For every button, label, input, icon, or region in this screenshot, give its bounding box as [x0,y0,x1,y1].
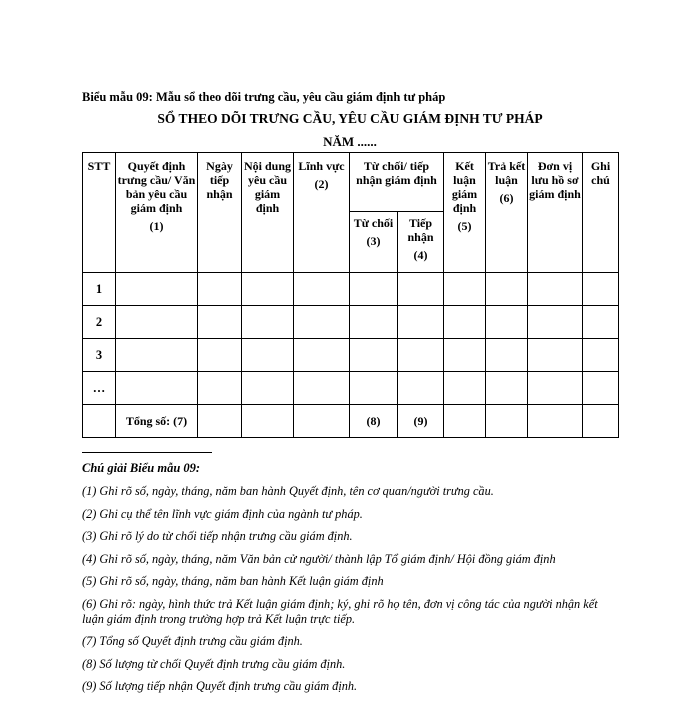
table-row [83,306,619,339]
row-number: 1 [83,273,116,306]
header-decision-number: (1) [149,219,164,233]
form-label: Biểu mẫu 09: Mẫu sổ theo dõi trưng cầu, yêu cầu giám định tư pháp [82,90,446,104]
header-return-conclusion: Trả kết luận (6) [486,153,528,273]
row-number: … [83,372,116,405]
total-label: Tổng số: (7) [116,405,198,438]
header-stt: STT [83,153,116,273]
header-field: Lĩnh vực (2) [294,153,350,273]
header-decision: Quyết định trưng cầu/ Văn bản yêu cầu giám định (1) [116,153,198,273]
header-return-number: (6) [499,191,514,205]
header-refuse-number: (3) [366,234,381,248]
note-item: (9) Số lượng tiếp nhận Quyết định trưng cầu giám định. [82,679,358,693]
notes-divider [82,452,212,453]
total-row [83,405,619,438]
header-accept: Tiếp nhận (4) [398,212,444,273]
header-conclusion-number: (5) [457,219,472,233]
header-content: Nội dung yêu cầu giám định [242,153,294,273]
notes-list [82,484,622,702]
header-refuse: Từ chối (3) [350,212,398,273]
note-item: (8) Số lượng từ chối Quyết định trưng cầu giám định. [82,656,346,671]
total-accept: (9) [398,405,444,438]
header-field-number: (2) [314,177,329,191]
row-number: 2 [83,306,116,339]
header-refuse-accept: Từ chối/ tiếp nhận giám định [350,153,444,212]
note-item: (5) Ghi rõ số, ngày, tháng, năm ban hành Kết luận giám định [82,574,384,588]
header-received-date: Ngày tiếp nhận [198,153,242,273]
note-item: (7) Tổng số Quyết định trưng cầu giám định. [82,634,303,648]
note-item: (4) Ghi rõ số, ngày, tháng, năm Văn bản cử người/ thành lập Tổ giám định/ Hội đồng giám định [82,551,556,566]
row-number: 3 [83,339,116,372]
year-line: NĂM ...... [323,134,377,149]
table-row [83,339,619,372]
header-archive-unit: Đơn vị lưu hồ sơ giám định [528,153,583,273]
header-accept-number: (4) [413,248,428,262]
note-item: (3) Ghi rõ lý do từ chối tiếp nhận trưng cầu giám định. [82,529,353,543]
note-item: (2) Ghi cụ thể tên lĩnh vực giám định của ngành tư pháp. [82,506,363,521]
note-item: (1) Ghi rõ số, ngày, tháng, năm ban hành Quyết định, tên cơ quan/người trưng cầu. [82,484,494,498]
header-note: Ghi chú [583,153,619,273]
document-title: SỔ THEO DÕI TRƯNG CẦU, YÊU CẦU GIÁM ĐỊNH TƯ PHÁP [157,111,543,126]
notes-title: Chú giải Biểu mẫu 09: [82,461,201,475]
total-refuse: (8) [350,405,398,438]
table-row [83,372,619,405]
header-conclusion: Kết luận giám định (5) [444,153,486,273]
note-item: (6) Ghi rõ: ngày, hình thức trả Kết luận giám định; ký, ghi rõ họ tên, đơn vị công tác của người nhận kết luận giám định trong trường hợp trả Kết luận trực tiếp. [82,596,598,626]
tracking-table [82,152,619,438]
table-row [83,273,619,306]
header-row-1 [83,153,619,212]
